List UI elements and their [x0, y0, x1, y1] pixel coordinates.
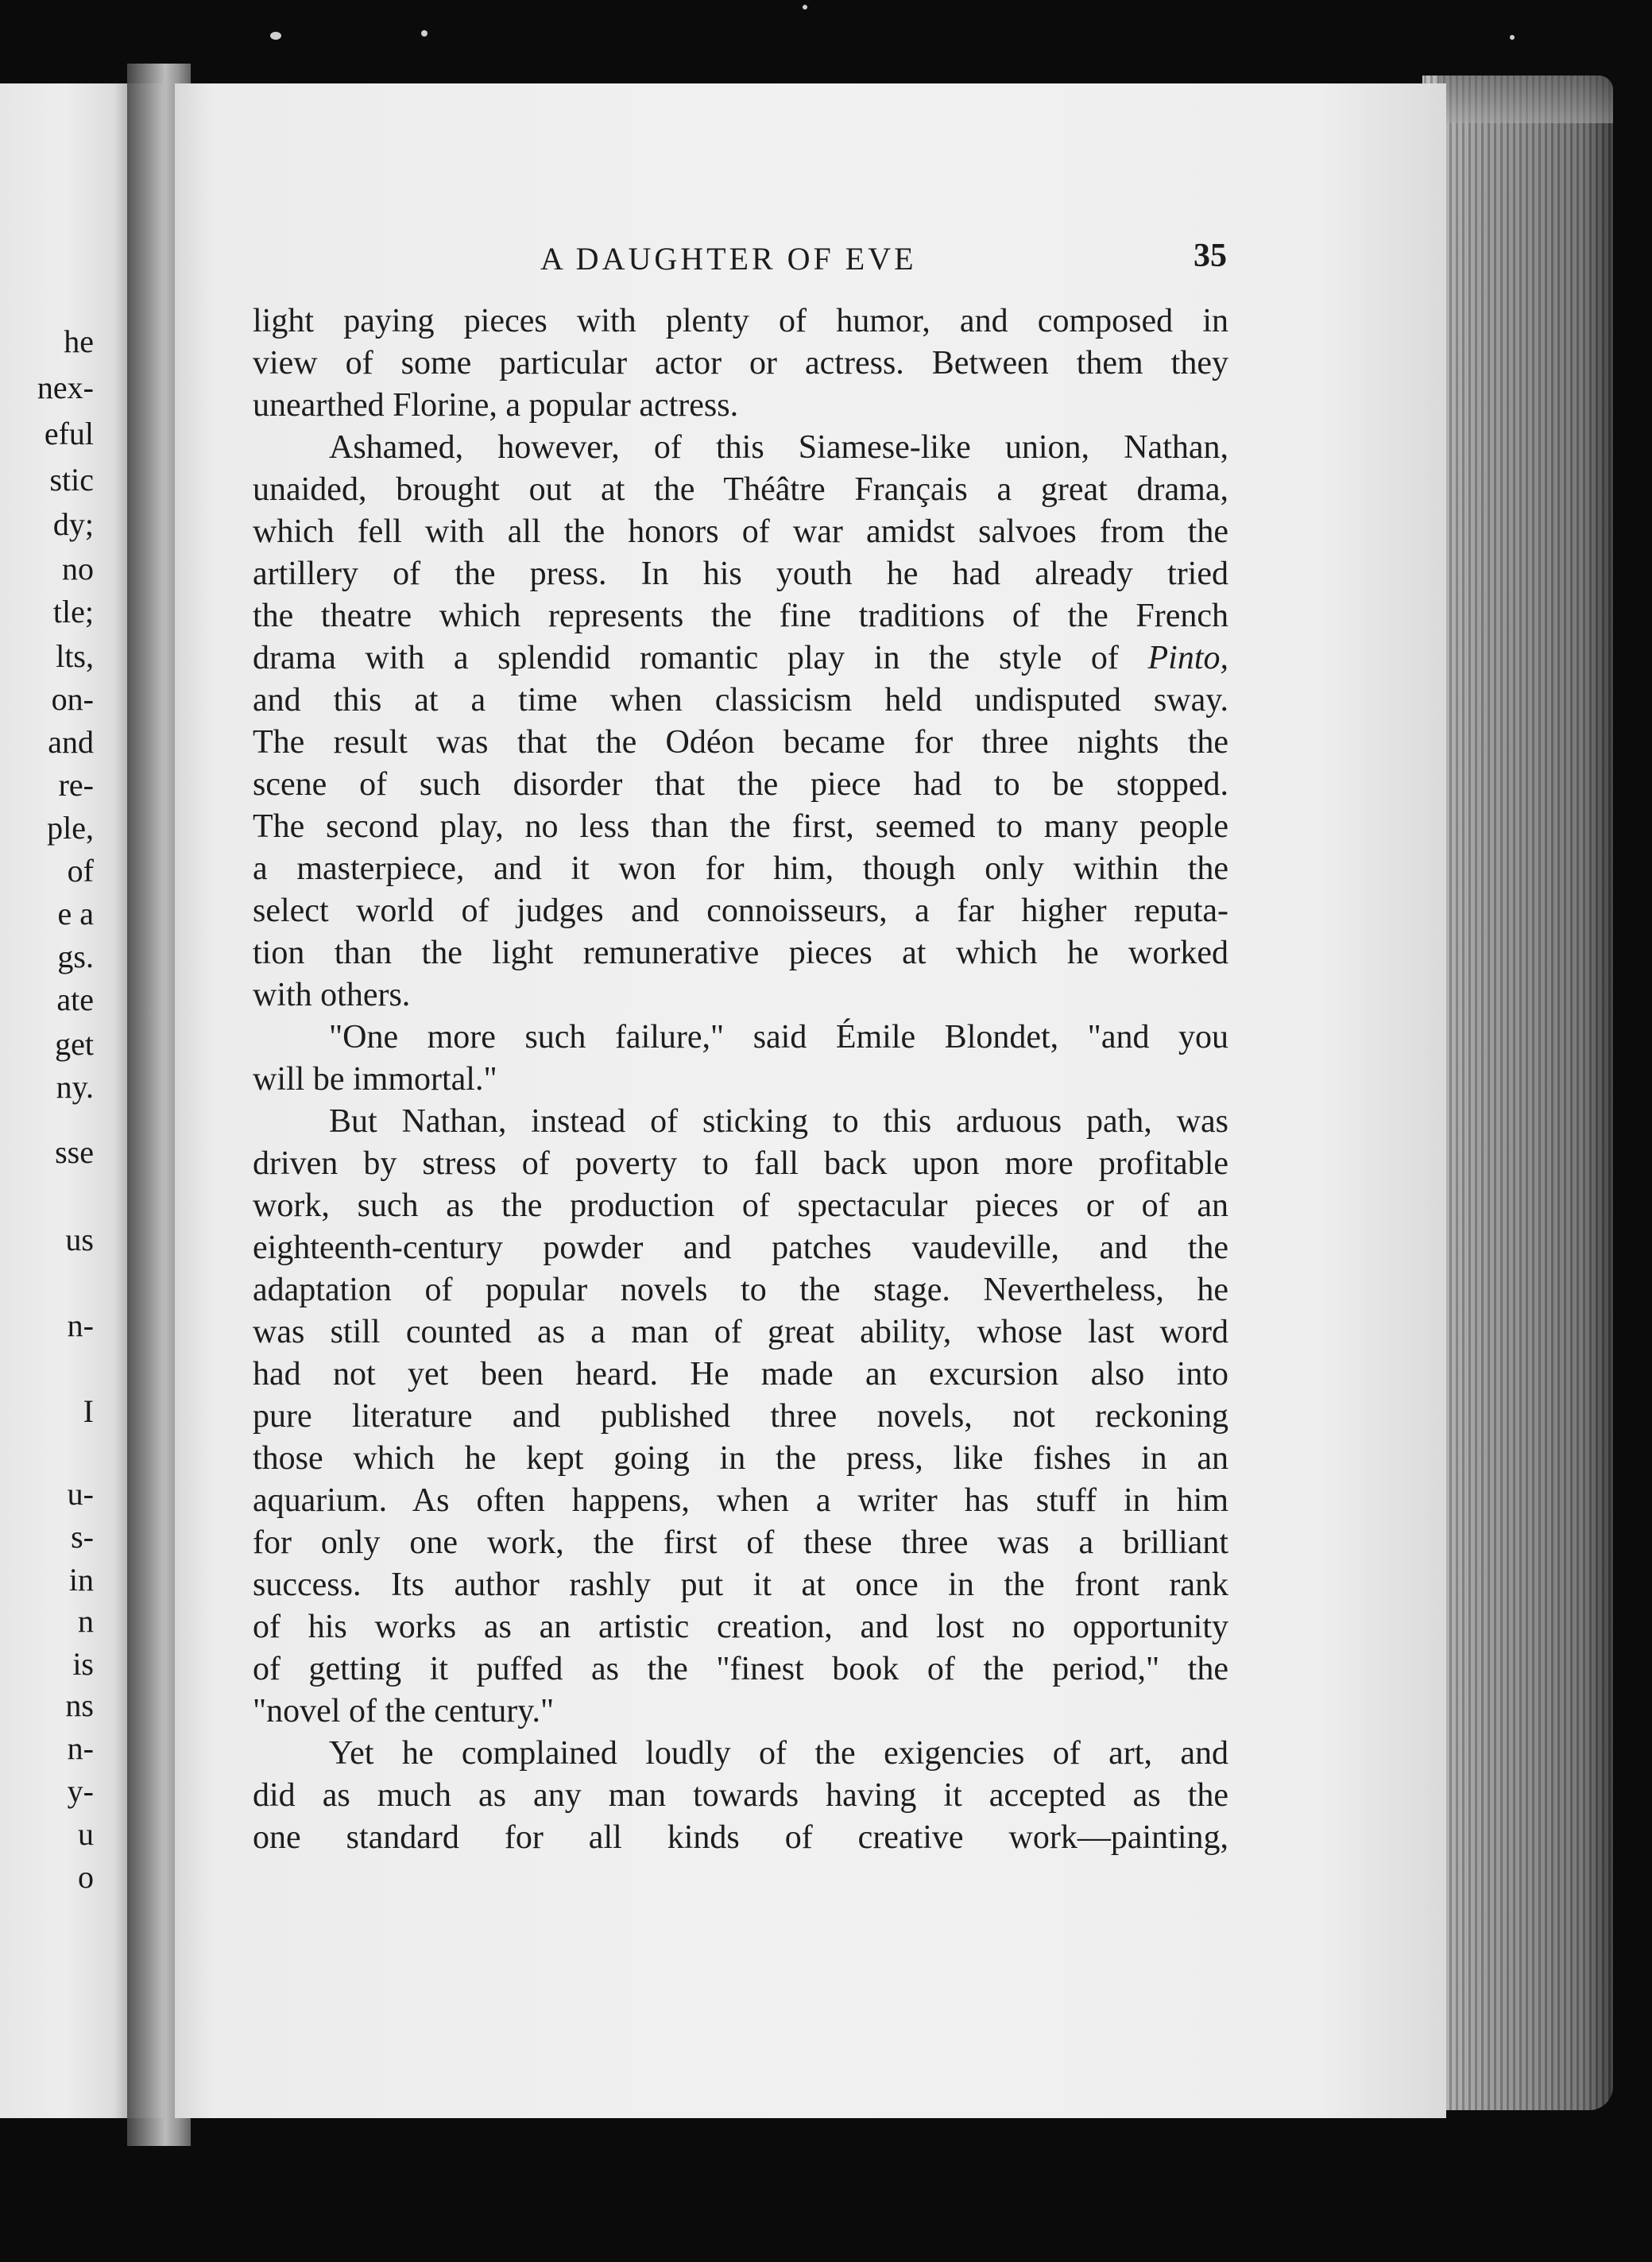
left-page-fragment: ny.: [56, 1069, 94, 1105]
left-page-fragment: dy;: [52, 506, 94, 542]
left-page-fragment: e a: [57, 896, 94, 932]
left-page-fragment: ple,: [47, 810, 94, 846]
left-page-fragment: us: [65, 1222, 94, 1257]
text-line: one standard for all kinds of creative work—painting,: [253, 1819, 1228, 1856]
text-line: will be immortal.": [253, 1061, 497, 1098]
left-page-fragment: y-: [67, 1773, 94, 1809]
left-page-fragment: lts,: [56, 638, 94, 674]
page-number: 35: [1194, 238, 1227, 274]
text-line: with others.: [253, 977, 411, 1013]
left-page-fragment: in: [68, 1562, 94, 1598]
text-line: success. Its author rashly put it at once in the front rank: [253, 1567, 1228, 1603]
text-line: light paying pieces with plenty of humor, and composed in: [253, 303, 1228, 339]
left-page-fragment: sse: [55, 1134, 94, 1170]
left-page-fragment: nex-: [37, 370, 94, 405]
left-page-fragment: and: [48, 724, 94, 760]
text-line: Ashamed, however, of this Siamese-like union, Nathan,: [329, 429, 1228, 466]
text-line: did as much as any man towards having it accepted as the: [253, 1777, 1228, 1814]
text-line: The second play, no less than the first, seemed to many people: [253, 808, 1228, 845]
italic-title: Pinto,: [1147, 640, 1229, 676]
scan-speck: [421, 30, 428, 37]
text-line: unearthed Florine, a popular actress.: [253, 387, 739, 424]
text-line: adaptation of popular novels to the stage. Nevertheless, he: [253, 1272, 1228, 1308]
text-line: aquarium. As often happens, when a writer has stuff in him: [253, 1482, 1228, 1519]
left-page-fragment: I: [83, 1393, 94, 1429]
text-line: which fell with all the honors of war amidst salvoes from the: [253, 513, 1228, 550]
left-page-fragment: u-: [67, 1476, 94, 1512]
scan-speck: [803, 5, 807, 10]
text-line: artillery of the press. In his youth he had already tried: [253, 556, 1228, 592]
left-page-fragment: is: [72, 1646, 94, 1682]
text-line: of getting it puffed as the "finest book of the period," the: [253, 1651, 1228, 1687]
left-page-fragment: ate: [56, 982, 94, 1017]
text-line: and this at a time when classicism held undisputed sway.: [253, 682, 1228, 718]
left-page-fragment: of: [67, 853, 94, 889]
body-text: [253, 300, 1228, 1859]
left-page-fragment: n-: [67, 1307, 94, 1343]
left-page-fragment: get: [55, 1026, 94, 1062]
left-page-fragment: s-: [71, 1519, 94, 1555]
left-page-fragment: no: [62, 551, 94, 587]
left-page-fragment: ns: [65, 1687, 94, 1723]
text-line: of his works as an artistic creation, and lost no opportunity: [253, 1609, 1228, 1645]
text-line: was still counted as a man of great ability, whose last word: [253, 1314, 1228, 1350]
text-line: Yet he complained loudly of the exigencies of art, and: [329, 1735, 1228, 1772]
left-page-fragment: eful: [44, 416, 94, 451]
text-line: driven by stress of poverty to fall back upon more profitable: [253, 1145, 1228, 1182]
page-edge-stack: [1422, 76, 1613, 2110]
text-line: tion than the light remunerative pieces at which he worked: [253, 935, 1228, 971]
left-page-fragment: u: [78, 1816, 94, 1852]
left-page-fragment: n: [78, 1603, 94, 1639]
text-line: had not yet been heard. He made an excursion also into: [253, 1356, 1228, 1392]
left-page-fragment: n-: [67, 1730, 94, 1766]
text-line: view of some particular actor or actress. Between them they: [253, 345, 1228, 382]
scan-speck: [1510, 35, 1515, 40]
text-line: the theatre which represents the fine traditions of the French: [253, 598, 1228, 634]
scan-speck: [270, 32, 281, 40]
page-edge-top-shadow: [1438, 76, 1613, 123]
left-page-fragment: on-: [51, 681, 94, 717]
text-line: "novel of the century.": [253, 1693, 555, 1729]
running-head: A DAUGHTER OF EVE: [540, 241, 917, 277]
text-line: scene of such disorder that the piece had to be stopped.: [253, 766, 1228, 803]
text-line: a masterpiece, and it won for him, though only within the: [253, 850, 1228, 887]
text-line: those which he kept going in the press, like fishes in an: [253, 1440, 1228, 1477]
left-page-fragment: o: [78, 1859, 94, 1895]
text-line: for only one work, the first of these three was a brilliant: [253, 1524, 1228, 1561]
left-page-fragment: gs.: [57, 939, 94, 974]
text-line: pure literature and published three novels, not reckoning: [253, 1398, 1228, 1435]
text-line: eighteenth-century powder and patches vaudeville, and the: [253, 1230, 1228, 1266]
left-page-fragment: re-: [58, 767, 94, 803]
text-line: The result was that the Odéon became for three nights the: [253, 724, 1228, 761]
left-page-fragment: he: [64, 323, 94, 359]
text-line: unaided, brought out at the Théâtre Français a great drama,: [253, 471, 1228, 508]
text-line: select world of judges and connoisseurs, a far higher reputa-: [253, 893, 1228, 929]
text-line: "One more such failure," said Émile Blondet, "and you: [329, 1019, 1228, 1055]
text-line: drama with a splendid romantic play in the style of Pinto,: [253, 640, 1229, 676]
left-page-fragment: stic: [49, 462, 94, 498]
text-line: work, such as the production of spectacular pieces or of an: [253, 1187, 1228, 1224]
left-page-fragment: tle;: [52, 594, 94, 629]
text-line: But Nathan, instead of sticking to this arduous path, was: [329, 1103, 1228, 1140]
